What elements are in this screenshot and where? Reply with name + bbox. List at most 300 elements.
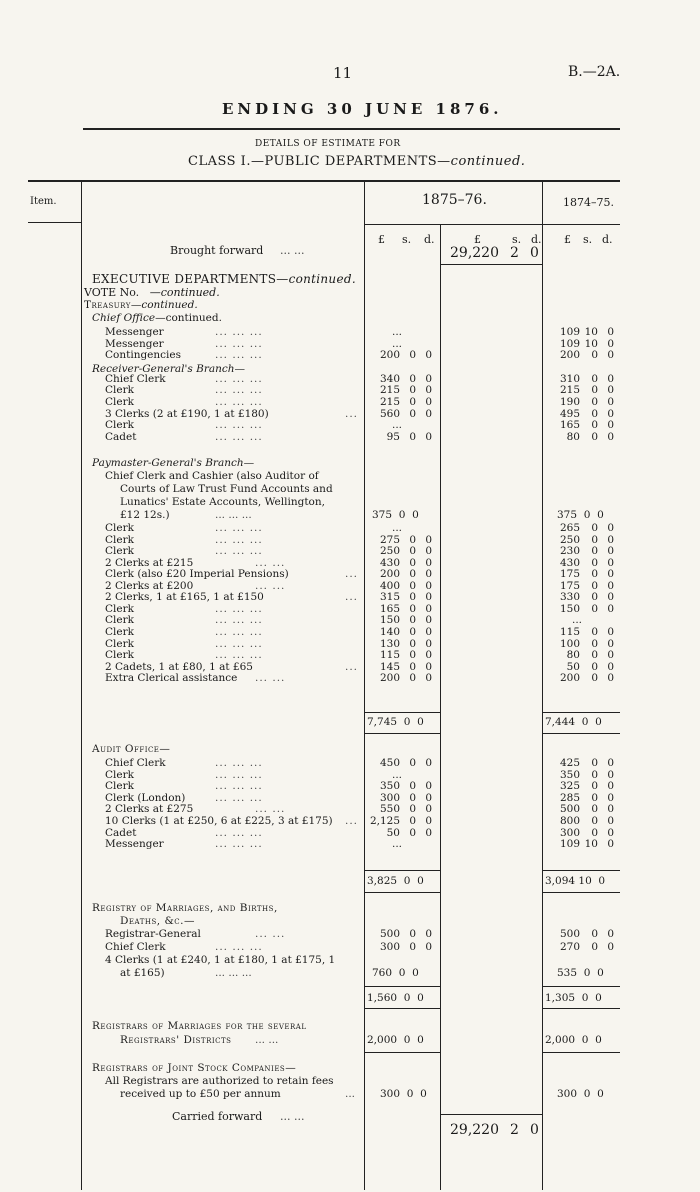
current-pounds: 450 xyxy=(379,757,400,769)
current-shillings: 0 xyxy=(409,780,416,793)
current-shillings: 0 xyxy=(409,672,416,685)
previous-pounds: 230 xyxy=(559,545,580,558)
previous-pounds: 430 xyxy=(559,556,580,569)
row-label: Clerk xyxy=(105,533,134,546)
year-previous-header: 1874–75. xyxy=(563,196,614,209)
previous-shillings: 0 xyxy=(591,384,598,397)
paymaster-chief-line-3: Lunatics' Estate Accounts, Wellington, xyxy=(120,496,325,508)
current-pence: 0 xyxy=(425,614,432,627)
current-pence: 0 xyxy=(425,545,432,558)
current-pounds: 250 xyxy=(379,545,400,558)
previous-pounds: 800 xyxy=(559,815,580,827)
current-shillings: 0 xyxy=(409,757,416,769)
previous-pence: 0 xyxy=(607,768,614,781)
current-pence: 0 xyxy=(425,660,432,673)
row-leader-dots: ... ... ... xyxy=(215,780,263,793)
previous-shillings: 0 xyxy=(591,768,598,781)
row-label: Clerk xyxy=(105,768,134,781)
current-pounds: 200 xyxy=(379,349,400,362)
paymaster-chief-current xyxy=(372,509,419,521)
table-row xyxy=(0,827,700,839)
table-row xyxy=(0,815,700,827)
current-shillings: 0 xyxy=(409,591,416,604)
current-pence: 0 xyxy=(425,568,432,581)
current-pounds: 350 xyxy=(379,780,400,793)
previous-pence: 0 xyxy=(607,602,614,615)
table-row xyxy=(0,396,700,408)
details-title: DETAILS OF ESTIMATE FOR xyxy=(255,139,401,149)
registry-clerks-current-s: 0 xyxy=(398,967,406,979)
table-row xyxy=(0,338,700,350)
previous-pence: 0 xyxy=(607,430,614,443)
row-label: Cadet xyxy=(105,826,137,839)
current-pence: 0 xyxy=(425,372,432,385)
current-pounds: 560 xyxy=(379,407,400,420)
table-row xyxy=(0,373,700,385)
previous-pence: 0 xyxy=(607,326,614,338)
table-row xyxy=(0,545,700,557)
current-pounds: 430 xyxy=(379,556,400,569)
table-row xyxy=(0,626,700,638)
current-pence: 0 xyxy=(425,579,432,592)
current-pence: 0 xyxy=(425,803,432,816)
previous-shillings: 0 xyxy=(591,407,598,420)
unit-shilling-2: s. xyxy=(512,233,522,246)
row-leader-dots: ... ... xyxy=(255,803,286,816)
carried-forward-pence: 0 xyxy=(530,1122,539,1138)
row-label: Clerk xyxy=(105,384,134,397)
unit-pound-3: £ xyxy=(564,233,571,246)
executive-heading-main: EXECUTIVE DEPARTMENTS— xyxy=(92,272,289,286)
table-row xyxy=(0,661,700,673)
previous-pounds: 350 xyxy=(559,768,580,781)
document-code: B.—2A. xyxy=(568,64,621,80)
row-leader-dots: ... ... ... xyxy=(215,940,263,953)
current-year-middle-rule xyxy=(440,225,441,1190)
chief-office-heading xyxy=(92,312,222,324)
previous-shillings: 0 xyxy=(591,349,598,362)
previous-pounds: 109 xyxy=(559,838,580,851)
previous-shillings: 0 xyxy=(591,522,598,534)
current-shillings: 0 xyxy=(409,533,416,546)
paymaster-chief-previous-d: 0 xyxy=(597,509,604,521)
joint-stock-current-s: 0 xyxy=(406,1088,414,1100)
joint-stock-current-l: 300 xyxy=(380,1088,401,1100)
current-shillings: 0 xyxy=(409,396,416,408)
joint-stock-current-d: 0 xyxy=(420,1088,427,1100)
table-row xyxy=(0,649,700,661)
current-shillings: 0 xyxy=(409,384,416,397)
previous-shillings: 0 xyxy=(591,533,598,546)
joint-stock-previous-l: 300 xyxy=(557,1088,578,1100)
current-pence: 0 xyxy=(425,757,432,769)
receiver-general-heading: Receiver-General's Branch— xyxy=(92,363,246,375)
table-row xyxy=(0,580,700,592)
current-pounds: 200 xyxy=(379,568,400,581)
row-leader-dots: ... ... xyxy=(255,928,286,940)
row-leader-dots: ... ... ... xyxy=(215,614,263,627)
previous-pence: 0 xyxy=(607,637,614,650)
audit-office-heading: Audit Office— xyxy=(92,743,171,755)
table-row xyxy=(0,672,700,684)
row-leader-dots: ... ... ... xyxy=(215,757,263,769)
previous-shillings: 0 xyxy=(591,791,598,804)
paymaster-chief-dots: ... ... ... xyxy=(215,509,252,521)
previous-shillings: 0 xyxy=(591,545,598,558)
row-label: Chief Clerk xyxy=(105,372,166,385)
registry-heading-line-1: Registry of Marriages, and Births, xyxy=(92,902,278,914)
previous-pence: 0 xyxy=(607,672,614,685)
current-shillings: 0 xyxy=(409,430,416,443)
audit-total-current: 3,825 0 0 xyxy=(367,875,424,887)
registry-clerks-previous-d: 0 xyxy=(597,967,604,979)
audit-total-rule xyxy=(364,870,440,871)
current-pounds: 340 xyxy=(379,372,400,385)
previous-shillings: 0 xyxy=(591,637,598,650)
carried-forward-label: Carried forward xyxy=(172,1110,263,1123)
table-row xyxy=(0,941,700,953)
row-leader-dots: ... ... ... xyxy=(215,838,263,851)
brought-forward-underline xyxy=(440,264,542,265)
header-rule xyxy=(83,128,620,130)
joint-stock-note-line-1: All Registrars are authorized to retain fees xyxy=(105,1075,334,1087)
row-label: Clerk xyxy=(105,396,134,408)
carried-forward-rule xyxy=(440,1114,542,1115)
previous-pence: 0 xyxy=(607,349,614,362)
registry-clerks-current xyxy=(372,967,419,979)
current-shillings: 0 xyxy=(409,637,416,650)
paymaster-chief-current-l: 375 xyxy=(372,509,393,521)
carried-forward-shillings: 2 xyxy=(510,1122,519,1138)
row-leader-dots: ... xyxy=(345,568,359,581)
current-pence: 0 xyxy=(425,791,432,804)
table-row xyxy=(0,419,700,431)
row-label: 2 Clerks at £275 xyxy=(105,803,194,816)
row-label: Clerk xyxy=(105,637,134,650)
row-label: Clerk xyxy=(105,545,134,558)
current-pounds: 315 xyxy=(379,591,400,604)
previous-pence: 0 xyxy=(607,928,614,940)
current-pounds: ... xyxy=(391,522,402,534)
current-pounds: ... xyxy=(391,326,402,338)
row-label: 2 Clerks at £215 xyxy=(105,556,194,569)
previous-pounds: 165 xyxy=(559,419,580,432)
current-pence: 0 xyxy=(425,396,432,408)
current-pence: 0 xyxy=(425,556,432,569)
class-title-continued: continued. xyxy=(450,154,526,169)
current-pence: 0 xyxy=(425,602,432,615)
treasury-total-previous: 7,444 0 0 xyxy=(545,716,602,728)
previous-pounds: 270 xyxy=(559,940,580,953)
current-shillings: 0 xyxy=(409,928,416,940)
current-pounds: 275 xyxy=(379,533,400,546)
current-pounds: 215 xyxy=(379,396,400,408)
joint-stock-heading: Registrars of Joint Stock Companies— xyxy=(92,1062,297,1074)
brought-forward-pence: 0 xyxy=(530,245,539,261)
current-pence: 0 xyxy=(425,826,432,839)
row-label: Clerk xyxy=(105,614,134,627)
executive-heading-continued: continued. xyxy=(288,272,356,286)
current-pence: 0 xyxy=(425,407,432,420)
current-pounds: 50 xyxy=(386,826,400,839)
current-shillings: 0 xyxy=(409,649,416,662)
row-label: Clerk xyxy=(105,780,134,793)
chief-office-continued: —continued. xyxy=(155,312,222,324)
row-leader-dots: ... ... xyxy=(255,672,286,685)
row-label: Extra Clerical assistance xyxy=(105,672,238,685)
row-label: Chief Clerk xyxy=(105,940,166,953)
table-row xyxy=(0,326,700,338)
current-pounds: 400 xyxy=(379,579,400,592)
previous-pence: 0 xyxy=(607,556,614,569)
row-leader-dots: ... ... ... xyxy=(215,625,263,638)
table-row xyxy=(0,591,700,603)
previous-pounds: 80 xyxy=(566,649,580,662)
table-row xyxy=(0,614,700,626)
current-shillings: 0 xyxy=(409,940,416,953)
current-shillings: 0 xyxy=(409,625,416,638)
row-leader-dots: ... ... ... xyxy=(215,533,263,546)
registry-clerks-current-d: 0 xyxy=(412,967,419,979)
current-pence: 0 xyxy=(425,637,432,650)
row-leader-dots: ... ... ... xyxy=(215,337,263,350)
previous-pence: 0 xyxy=(607,838,614,851)
unit-shilling-3: s. xyxy=(583,233,593,246)
paymaster-chief-current-d: 0 xyxy=(412,509,419,521)
previous-shillings: 0 xyxy=(591,826,598,839)
row-label: Messenger xyxy=(105,337,164,350)
previous-pence: 0 xyxy=(607,660,614,673)
current-pounds: 200 xyxy=(379,672,400,685)
vote-label: VOTE No. xyxy=(84,286,140,299)
table-row xyxy=(0,534,700,546)
previous-shillings: 10 xyxy=(584,337,598,350)
current-pence: 0 xyxy=(425,349,432,362)
brought-forward-dots: ... ... xyxy=(280,244,305,257)
chief-office-label: Chief Office xyxy=(92,312,156,324)
current-pence: 0 xyxy=(425,591,432,604)
current-pence: 0 xyxy=(425,430,432,443)
row-leader-dots: ... ... ... xyxy=(215,602,263,615)
previous-pounds: 109 xyxy=(559,326,580,338)
previous-shillings: 0 xyxy=(591,625,598,638)
previous-pence: 0 xyxy=(607,780,614,793)
current-shillings: 0 xyxy=(409,556,416,569)
current-pounds: ... xyxy=(391,419,402,432)
current-shillings: 0 xyxy=(409,349,416,362)
class-title xyxy=(188,154,525,169)
audit-total-underline xyxy=(364,892,440,893)
previous-pounds: 175 xyxy=(559,579,580,592)
treasury-total-underline-prev xyxy=(542,733,620,734)
table-row xyxy=(0,603,700,615)
previous-pounds: 250 xyxy=(559,533,580,546)
row-leader-dots: ... ... ... xyxy=(215,768,263,781)
paymaster-chief-previous-s: 0 xyxy=(583,509,591,521)
table-row xyxy=(0,780,700,792)
registry-clerks-line-2: at £165) xyxy=(120,967,165,979)
unit-shilling-1: s. xyxy=(402,233,412,246)
registry-clerks-line-1: 4 Clerks (1 at £240, 1 at £180, 1 at £175, 1 xyxy=(105,954,336,966)
previous-pounds: 200 xyxy=(559,672,580,685)
previous-shillings: 0 xyxy=(591,928,598,940)
previous-shillings: 0 xyxy=(591,430,598,443)
table-row xyxy=(0,928,700,940)
previous-shillings: 0 xyxy=(591,672,598,685)
previous-pence: 0 xyxy=(607,545,614,558)
current-pounds: ... xyxy=(391,768,402,781)
registry-clerks-current-l: 760 xyxy=(372,967,393,979)
table-row xyxy=(0,638,700,650)
previous-pence: 0 xyxy=(607,419,614,432)
registry-total-rule-prev xyxy=(542,986,620,987)
row-label: Clerk (London) xyxy=(105,791,186,804)
treasury-label: Treasury xyxy=(84,299,131,311)
previous-shillings: 0 xyxy=(591,815,598,827)
unit-pound-2: £ xyxy=(474,233,481,246)
current-pounds: 500 xyxy=(379,928,400,940)
current-pounds: 140 xyxy=(379,625,400,638)
row-leader-dots: ... ... ... xyxy=(215,384,263,397)
registry-heading-line-2: Deaths, &c.— xyxy=(120,915,195,927)
row-label: 2 Clerks, 1 at £165, 1 at £150 xyxy=(105,591,264,604)
current-pence: 0 xyxy=(425,928,432,940)
row-label: Chief Clerk xyxy=(105,757,166,769)
previous-pounds: 175 xyxy=(559,568,580,581)
previous-shillings: 0 xyxy=(591,660,598,673)
item-underline xyxy=(28,222,81,223)
audit-total-rule-prev xyxy=(542,870,620,871)
previous-pounds: 330 xyxy=(559,591,580,604)
current-pence: 0 xyxy=(425,625,432,638)
row-leader-dots: ... ... xyxy=(255,556,286,569)
previous-pence: 0 xyxy=(607,625,614,638)
row-leader-dots: ... xyxy=(345,407,359,420)
previous-pounds: 300 xyxy=(559,826,580,839)
previous-shillings: 0 xyxy=(591,396,598,408)
executive-departments-heading xyxy=(92,272,356,286)
previous-pence: 0 xyxy=(607,579,614,592)
row-leader-dots: ... ... ... xyxy=(215,326,263,338)
current-shillings: 0 xyxy=(409,579,416,592)
brought-forward-pounds: 29,220 xyxy=(450,245,499,261)
registrars-heading-line-2: Registrars' Districts xyxy=(120,1034,232,1046)
current-shillings: 0 xyxy=(409,660,416,673)
table-top-rule xyxy=(28,180,620,182)
previous-pounds: 325 xyxy=(559,780,580,793)
previous-pence: 0 xyxy=(607,940,614,953)
paymaster-chief-previous xyxy=(557,509,604,521)
table-row xyxy=(0,349,700,361)
current-pounds: 130 xyxy=(379,637,400,650)
current-pounds: 300 xyxy=(379,940,400,953)
previous-pence: 0 xyxy=(607,791,614,804)
current-pence: 0 xyxy=(425,940,432,953)
row-label: 2 Clerks at £200 xyxy=(105,579,194,592)
treasury-continued: —continued. xyxy=(130,299,198,311)
current-shillings: 0 xyxy=(409,826,416,839)
previous-pounds: 100 xyxy=(559,637,580,650)
previous-pounds: 80 xyxy=(566,430,580,443)
year-current-header: 1875–76. xyxy=(422,192,487,208)
registrars-dots: ... ... xyxy=(255,1034,279,1046)
registry-total-underline xyxy=(364,1008,440,1009)
previous-pence: 0 xyxy=(607,407,614,420)
current-pence: 0 xyxy=(425,649,432,662)
current-pence: 0 xyxy=(425,672,432,685)
row-label: Clerk xyxy=(105,419,134,432)
joint-stock-previous xyxy=(557,1088,604,1100)
previous-shillings: 0 xyxy=(591,757,598,769)
row-label: Messenger xyxy=(105,838,164,851)
unit-pence-2: d. xyxy=(531,233,542,246)
registrars-heading-line-1: Registrars of Marriages for the several xyxy=(92,1020,307,1032)
row-leader-dots: ... xyxy=(345,815,359,827)
current-pence: 0 xyxy=(425,384,432,397)
unit-pence-1: d. xyxy=(424,233,435,246)
previous-pounds: 190 xyxy=(559,396,580,408)
current-pounds: 215 xyxy=(379,384,400,397)
registrars-underline xyxy=(364,1052,440,1053)
treasury-total-rule-prev xyxy=(542,712,620,713)
previous-shillings: 0 xyxy=(591,780,598,793)
previous-shillings: 10 xyxy=(584,326,598,338)
table-row xyxy=(0,568,700,580)
registry-clerks-previous-s: 0 xyxy=(583,967,591,979)
table-row xyxy=(0,792,700,804)
current-shillings: 0 xyxy=(409,407,416,420)
row-label: 2 Cadets, 1 at £80, 1 at £65 xyxy=(105,660,253,673)
row-leader-dots: ... ... ... xyxy=(215,396,263,408)
row-label: Clerk xyxy=(105,602,134,615)
current-pence: 0 xyxy=(425,533,432,546)
row-label: Clerk xyxy=(105,649,134,662)
previous-pounds: 215 xyxy=(559,384,580,397)
previous-pounds: 285 xyxy=(559,791,580,804)
previous-pence: 0 xyxy=(607,384,614,397)
registry-clerks-previous-l: 535 xyxy=(557,967,578,979)
previous-shillings: 0 xyxy=(591,579,598,592)
previous-shillings: 0 xyxy=(591,649,598,662)
previous-shillings: 0 xyxy=(591,803,598,816)
current-pounds: 150 xyxy=(379,614,400,627)
previous-pence: 0 xyxy=(607,522,614,534)
previous-shillings: 0 xyxy=(591,602,598,615)
joint-stock-previous-d: 0 xyxy=(597,1088,604,1100)
current-pounds: ... xyxy=(391,337,402,350)
table-row xyxy=(0,757,700,769)
joint-stock-previous-s: 0 xyxy=(583,1088,591,1100)
current-pounds: 145 xyxy=(379,660,400,673)
row-leader-dots: ... ... ... xyxy=(215,372,263,385)
carried-forward-dots: ... ... xyxy=(280,1110,305,1123)
previous-pence: 0 xyxy=(607,337,614,350)
previous-pence: 0 xyxy=(607,826,614,839)
previous-pounds: 495 xyxy=(559,407,580,420)
page-number: 11 xyxy=(333,64,353,82)
paymaster-chief-current-s: 0 xyxy=(398,509,406,521)
row-label: Contingencies xyxy=(105,349,181,362)
previous-shillings: 0 xyxy=(591,940,598,953)
previous-pence: 0 xyxy=(607,591,614,604)
row-label: Clerk xyxy=(105,522,134,534)
previous-pounds: 109 xyxy=(559,337,580,350)
previous-pounds: ... xyxy=(571,614,582,627)
table-row xyxy=(0,838,700,850)
current-shillings: 0 xyxy=(409,568,416,581)
current-shillings: 0 xyxy=(409,602,416,615)
treasury-heading xyxy=(84,299,198,311)
